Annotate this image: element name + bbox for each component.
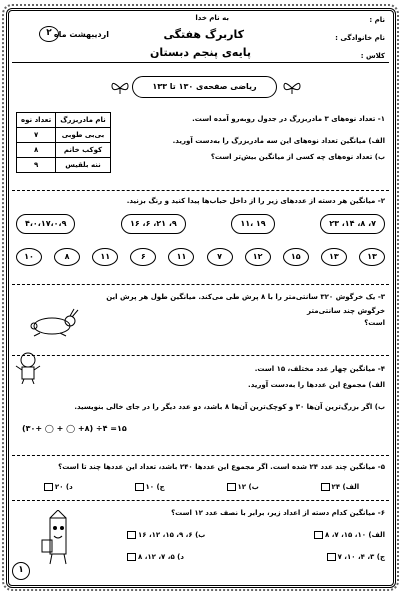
table-cell: ۸ [17, 143, 56, 158]
option-label: الف) ۱۰، ۱۵، ۷، ۸ [325, 531, 385, 539]
checkbox[interactable] [314, 531, 323, 539]
number-group: ۷، ۸، ۱۴، ۲۳ [320, 214, 385, 234]
table-cell: ۷ [17, 128, 56, 143]
option-label: ج) ۳، ۴، ۱۰، ۷ [337, 553, 385, 561]
q5-text: ۵- میانگین چند عدد ۲۴ شده است. اگر مجموع این عددها ۲۴۰ باشد، تعداد این عددها چند تا است؟ [58, 463, 385, 471]
grandmother-table [16, 112, 111, 173]
table-cell: ننه بلقیس [56, 158, 111, 173]
week-number-badge: ۲ [39, 26, 59, 42]
answer-bubble[interactable]: ۱۱ [168, 248, 194, 266]
number-group: ۱۹ ،۱۱ [231, 214, 274, 234]
answer-bubble[interactable]: ۷ [207, 248, 233, 266]
divider [12, 455, 389, 456]
rabbit-icon [20, 308, 80, 338]
option-label: د) ۵، ۷، ۱۲، ۸ [138, 553, 184, 561]
number-group: ۹، ۲۱، ۶، ۱۶ [121, 214, 186, 234]
answer-bubble[interactable]: ۸ [54, 248, 80, 266]
header-divider [12, 62, 389, 63]
q1-part-b: ب) تعداد نوه‌های چه کسی از میانگین بیش‌تر است؟ [210, 153, 385, 161]
question-4 [12, 362, 389, 452]
header [12, 12, 389, 60]
option-c[interactable] [133, 480, 165, 494]
q6-text: ۶- میانگین کدام دسته از اعداد زیر، برابر با نصف عدد ۱۲ است؟ [171, 509, 385, 517]
answer-bubble[interactable]: ۱۱ [92, 248, 118, 266]
answer-bubble[interactable]: ۱۵ [283, 248, 309, 266]
divider [12, 355, 389, 356]
page-title: کاربرگ هفتگی [163, 28, 244, 41]
pencil-character-icon [40, 510, 76, 566]
bismillah: به نام خدا [195, 14, 229, 22]
checkbox[interactable] [321, 483, 330, 491]
option-label: د) ۲۰ [54, 483, 73, 491]
table-cell: کوکب خانم [56, 143, 111, 158]
q4-part-a: الف) مجموع این عددها را به‌دست آورید. [248, 381, 385, 389]
option-label: ج) ۱۰ [145, 483, 165, 491]
table-header: تعداد نوه [17, 113, 56, 128]
month-label: اردیبهشت ماه [53, 30, 109, 39]
answer-bubble[interactable]: ۶ [130, 248, 156, 266]
table-header: نام مادربزرگ [56, 113, 111, 128]
answer-bubble[interactable]: ۱۲ [245, 248, 271, 266]
lesson-banner: ریاضی صفحه‌ی ۱۳۰ تا ۱۳۳ [132, 76, 277, 98]
option-a[interactable] [319, 480, 360, 494]
divider [12, 500, 389, 501]
table-cell: بی‌بی طوبی [56, 128, 111, 143]
option-label: الف) ۲۴ [331, 483, 360, 491]
checkbox[interactable] [227, 483, 236, 491]
question-3 [12, 290, 389, 350]
checkbox[interactable] [127, 553, 136, 561]
answer-bubble[interactable]: ۱۰ [16, 248, 42, 266]
answer-bubble[interactable]: ۱۳ [321, 248, 347, 266]
question-2 [12, 194, 389, 279]
option-b[interactable] [125, 528, 205, 542]
checkbox[interactable] [135, 483, 144, 491]
number-group: ۴،۰،۱۷،۰،۹ [16, 214, 75, 234]
q4-text: ۴- میانگین چهار عدد مختلف، ۱۵ است. [254, 365, 385, 373]
answer-bubble[interactable]: ۱۳ [359, 248, 385, 266]
option-d[interactable] [42, 480, 73, 494]
checkbox[interactable] [327, 553, 336, 561]
option-label: ب) ۶، ۹، ۱۵، ۱۲، ۱۶ [138, 531, 206, 539]
class-label: کلاس : [360, 52, 385, 60]
question-5 [12, 460, 389, 500]
butterfly-left-icon [110, 80, 130, 96]
option-d[interactable] [125, 550, 184, 564]
kid-cartoon-icon [14, 350, 42, 384]
q2-text: ۲- میانگین هر دسته از عددهای زیر را از داخل حباب‌ها پیدا کنید و رنگ بزنید. [126, 197, 385, 205]
table-cell: ۹ [17, 158, 56, 173]
q4-part-b: ب) اگر بزرگ‌ترین آن‌ها ۳۰ و کوچک‌ترین آن‌ها ۸ باشد، دو عدد دیگر را در جای خالی بنویسید. [74, 403, 385, 411]
page-number: ۱ [12, 562, 30, 580]
checkbox[interactable] [127, 531, 136, 539]
option-b[interactable] [225, 480, 259, 494]
q1-part-a: الف) میانگین تعداد نوه‌های این سه مادربزرگ را به‌دست آورید. [172, 137, 385, 145]
divider [12, 190, 389, 191]
divider [12, 284, 389, 285]
q1-text: ۱- تعداد نوه‌های ۳ مادربزرگ در جدول روبه‌رو آمده است. [192, 115, 385, 123]
option-label: ب) ۱۲ [237, 483, 259, 491]
butterfly-right-icon [282, 80, 302, 96]
family-label: نام خانوادگی : [335, 34, 385, 42]
option-c[interactable] [325, 550, 385, 564]
grade-label: پایه‌ی پنجم دبستان [150, 46, 251, 59]
q3-text-2: است؟ [364, 319, 385, 327]
question-1 [12, 112, 389, 187]
q3-text: ۳- یک خرگوش ۳۲۰ سانتی‌متر را با ۸ پرش طی می‌کند. میانگین طول هر پرش این خرگوش چند سانتی‌متر [106, 293, 385, 315]
name-label: نام : [369, 16, 385, 24]
q4-equation: (۳۰+ ◯ + ◯ +۸) ÷۴ =۱۵ [22, 424, 127, 433]
option-a[interactable] [312, 528, 385, 542]
checkbox[interactable] [44, 483, 53, 491]
